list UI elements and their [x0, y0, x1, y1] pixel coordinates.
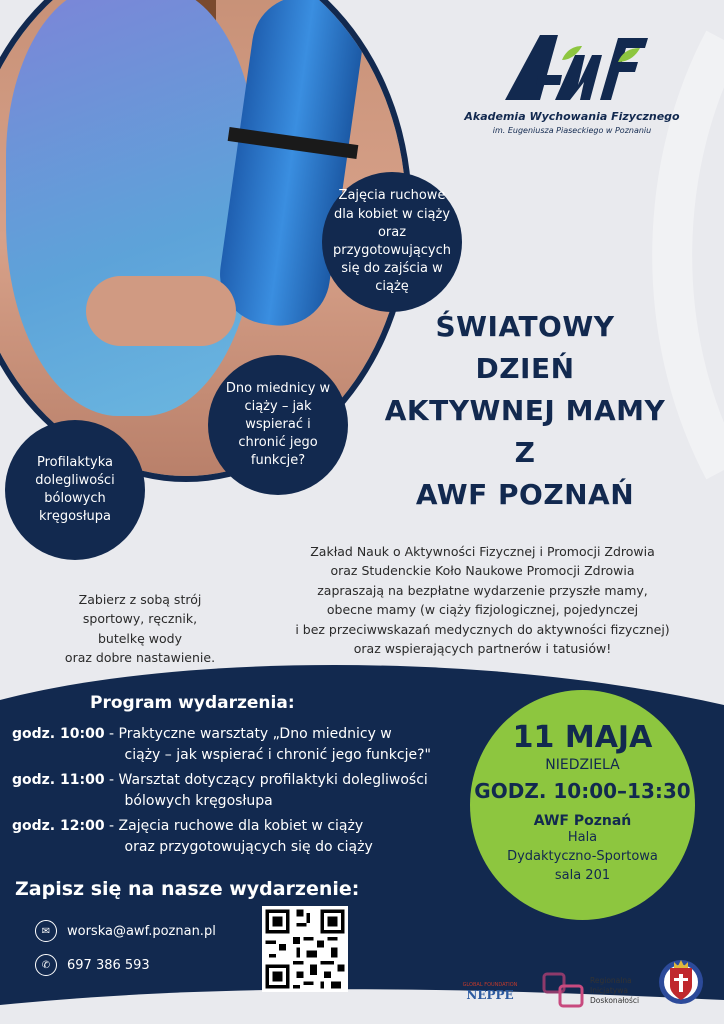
headline-line-5: AWF POZNAŃ: [415, 478, 635, 511]
intro-line: Zakład Nauk o Aktywności Fizycznej i Promocji Zdrowia: [310, 544, 655, 559]
awf-logo: [500, 30, 650, 105]
program-title: Program wydarzenia:: [90, 693, 295, 713]
bring-line: butelkę wody: [97, 630, 183, 646]
headline-line-4: Z: [514, 436, 536, 469]
event-hours: GODZ. 10:00–13:30: [474, 779, 691, 803]
bubble-spine-prevention: [5, 420, 145, 560]
program-item-2: godz. 11:00 - Warsztat dotyczący profilaktyki dolegliwości bólowych kręgosłupa: [12, 772, 428, 809]
program-desc: Praktyczne warsztaty „Dno miednicy w: [118, 726, 392, 742]
intro-line: oraz Studenckie Koło Naukowe Promocji Zdrowia: [330, 563, 635, 579]
rid-line: Inicjatywa: [590, 986, 628, 996]
program-desc: ciąży – jak wspierać i chronić jego funkcje?": [124, 747, 431, 763]
program-desc: Zajęcia ruchowe dla kobiet w ciąży: [118, 818, 364, 834]
program-item-3: godz. 12:00 - Zajęcia ruchowe dla kobiet w ciąży oraz przygotowujących się do ciąży: [12, 818, 373, 855]
intro-text: [255, 542, 710, 658]
email-address[interactable]: worska@awf.poznan.pl: [67, 923, 216, 939]
intro-line: i bez przeciwwskazań medycznych do aktywności fizycznej): [295, 621, 670, 637]
headline-line-2: DZIEŃ: [475, 352, 575, 385]
rid-line: Regionalna: [590, 976, 632, 985]
bubble-movement-classes: [322, 172, 462, 312]
program-time: godz. 12:00: [12, 818, 105, 834]
program-desc: bólowych kręgosłupa: [124, 793, 273, 809]
intro-line: obecne mamy (w ciąży fizjologicznej, pojedynczej: [326, 602, 639, 618]
contact-phone[interactable]: [35, 954, 150, 976]
bring-items-text: [40, 590, 240, 668]
crest-icon: [658, 952, 704, 1012]
program-time: godz. 11:00: [12, 772, 105, 788]
intro-line: oraz wspierających partnerów i tatusiów!: [353, 640, 612, 656]
phone-number[interactable]: 697 386 593: [67, 957, 150, 973]
neppe-logo: [455, 982, 525, 1002]
neppe-small-text: GLOBAL FOUNDATION: [462, 982, 518, 988]
logo-subtitle: im. Eugeniusza Piaseckiego w Poznaniu: [492, 126, 652, 135]
phone-icon: ✆: [35, 954, 57, 976]
contact-email[interactable]: [35, 920, 216, 942]
intro-line: zapraszają na bezpłatne wydarzenie przyszłe mamy,: [317, 582, 648, 598]
event-date: 11 MAJA: [512, 720, 653, 755]
event-day: NIEDZIELA: [545, 757, 620, 773]
qr-code[interactable]: [262, 906, 348, 992]
rid-line: Doskonałości: [590, 996, 640, 1006]
program-desc: oraz przygotowujących się do ciąży: [124, 839, 373, 855]
program-item-1: godz. 10:00 - Praktyczne warsztaty „Dno miednicy w ciąży – jak wspierać i chronić jego funkcje?": [12, 726, 431, 763]
event-hall-line: sala 201: [554, 867, 611, 883]
bubble-movement-classes-text: Zajęcia ruchowe dla kobiet w ciąży oraz przygotowujących się do zajścia w ciążę: [332, 188, 452, 295]
headline-line-1: ŚWIATOWY: [435, 310, 615, 343]
program-time: godz. 10:00: [12, 726, 105, 742]
event-hall-line: Dydaktyczno-Sportowa: [507, 848, 658, 864]
bubble-pelvic-floor-text: Dno miednicy w ciąży – jak wspierać i chronić jego funkcje?: [225, 380, 331, 469]
rid-icon: [542, 970, 586, 1010]
rid-text: [590, 976, 639, 1006]
signup-title: Zapisz się na nasze wydarzenie:: [15, 878, 360, 900]
logo-name: Akademia Wychowania Fizycznego: [464, 110, 680, 123]
bubble-spine-prevention-text: Profilaktyka dolegliwości bólowych kręgosłupa: [35, 454, 115, 525]
event-details-circle: [470, 690, 695, 920]
neppe-text: NEPPE: [466, 988, 514, 1002]
headline-line-3: AKTYWNEJ MAMY: [384, 394, 666, 427]
bring-line: sportowy, ręcznik,: [82, 611, 198, 627]
bubble-pelvic-floor: [208, 355, 348, 495]
bring-line: oraz dobre nastawienie.: [64, 650, 216, 666]
event-venue: AWF Poznań: [533, 813, 632, 829]
event-hall: [470, 829, 695, 886]
event-hall-line: Hala: [567, 830, 598, 845]
program-desc: Warsztat dotyczący profilaktyki dolegliwości: [118, 772, 428, 788]
email-icon: ✉: [35, 920, 57, 942]
bring-line: Zabierz z sobą strój: [78, 592, 202, 607]
